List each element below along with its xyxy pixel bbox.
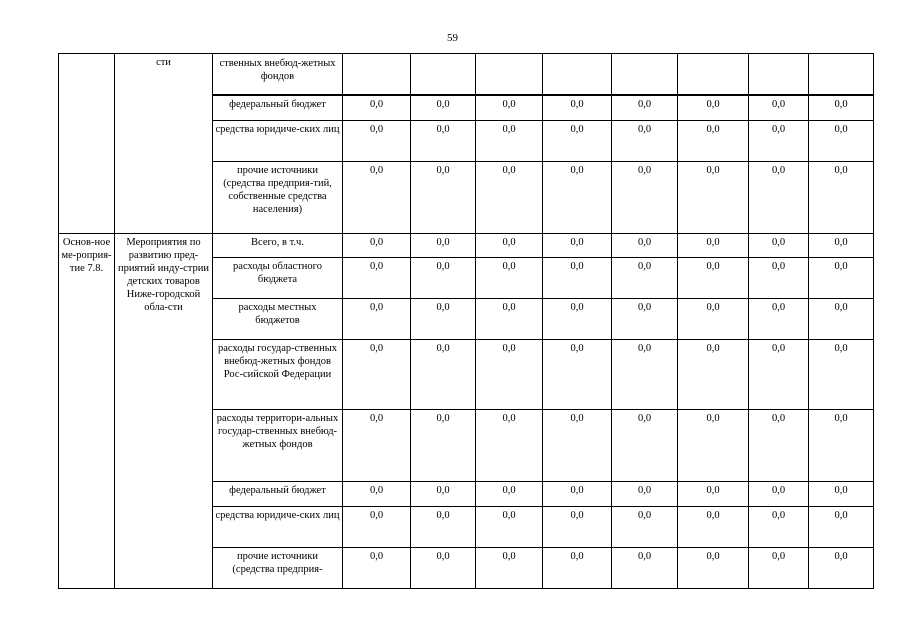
value-cell: 0,0 (809, 258, 874, 299)
value-cell: 0,0 (476, 258, 543, 299)
value-cell: 0,0 (809, 482, 874, 507)
value-cell: 0,0 (476, 548, 543, 589)
value-cell: 0,0 (543, 507, 612, 548)
value-cell: 0,0 (411, 410, 476, 482)
value-cell: 0,0 (612, 482, 678, 507)
value-cell (612, 54, 678, 95)
table-row (59, 54, 874, 95)
funding-table (58, 53, 874, 589)
value-cell: 0,0 (411, 299, 476, 340)
value-cell: 0,0 (678, 507, 749, 548)
value-cell: 0,0 (749, 410, 809, 482)
value-cell: 0,0 (809, 234, 874, 258)
value-cell: 0,0 (343, 548, 411, 589)
funding-source-cell: расходы областного бюджета (213, 258, 343, 299)
value-cell: 0,0 (343, 234, 411, 258)
funding-source-cell: ственных внебюд-жетных фондов (213, 54, 343, 95)
value-cell: 0,0 (749, 548, 809, 589)
value-cell: 0,0 (476, 95, 543, 121)
measure-code-cell (59, 54, 115, 234)
value-cell: 0,0 (612, 299, 678, 340)
funding-source-cell: расходы местных бюджетов (213, 299, 343, 340)
value-cell: 0,0 (476, 482, 543, 507)
value-cell: 0,0 (612, 95, 678, 121)
funding-table-body (59, 54, 874, 589)
funding-source-cell: средства юридиче-ских лиц (213, 121, 343, 162)
value-cell: 0,0 (678, 121, 749, 162)
value-cell: 0,0 (749, 162, 809, 234)
value-cell: 0,0 (749, 299, 809, 340)
value-cell: 0,0 (612, 258, 678, 299)
value-cell: 0,0 (749, 258, 809, 299)
value-cell: 0,0 (612, 548, 678, 589)
value-cell: 0,0 (678, 548, 749, 589)
value-cell: 0,0 (343, 340, 411, 410)
value-cell (543, 54, 612, 95)
value-cell: 0,0 (411, 121, 476, 162)
measure-code-cell: Основ-ное ме-роприя-тие 7.8. (59, 234, 115, 589)
value-cell: 0,0 (612, 121, 678, 162)
value-cell: 0,0 (543, 95, 612, 121)
value-cell: 0,0 (543, 234, 612, 258)
value-cell: 0,0 (343, 482, 411, 507)
value-cell: 0,0 (678, 162, 749, 234)
value-cell: 0,0 (411, 507, 476, 548)
value-cell: 0,0 (678, 410, 749, 482)
funding-source-cell: средства юридиче-ских лиц (213, 507, 343, 548)
value-cell: 0,0 (411, 548, 476, 589)
value-cell: 0,0 (543, 299, 612, 340)
value-cell: 0,0 (809, 410, 874, 482)
funding-source-cell: прочие источники (средства предприя- (213, 548, 343, 589)
value-cell: 0,0 (411, 482, 476, 507)
value-cell: 0,0 (612, 340, 678, 410)
page-number: 59 (447, 32, 458, 44)
measure-name-cell: Мероприятия по развитию пред-приятий инду-стрии детских товаров Ниже-городской обла-сти (115, 234, 213, 589)
value-cell (678, 54, 749, 95)
funding-source-cell: Всего, в т.ч. (213, 234, 343, 258)
value-cell: 0,0 (809, 162, 874, 234)
value-cell: 0,0 (343, 162, 411, 234)
value-cell: 0,0 (343, 299, 411, 340)
value-cell: 0,0 (678, 258, 749, 299)
value-cell: 0,0 (678, 340, 749, 410)
value-cell: 0,0 (749, 121, 809, 162)
value-cell: 0,0 (411, 340, 476, 410)
value-cell: 0,0 (543, 121, 612, 162)
value-cell: 0,0 (543, 482, 612, 507)
value-cell (476, 54, 543, 95)
value-cell: 0,0 (809, 340, 874, 410)
value-cell: 0,0 (476, 507, 543, 548)
value-cell: 0,0 (411, 234, 476, 258)
value-cell: 0,0 (678, 482, 749, 507)
value-cell: 0,0 (343, 410, 411, 482)
value-cell: 0,0 (343, 507, 411, 548)
value-cell: 0,0 (809, 548, 874, 589)
value-cell (809, 54, 874, 95)
value-cell: 0,0 (678, 299, 749, 340)
funding-source-cell: расходы территори-альных государ-ственных внебюд-жетных фондов (213, 410, 343, 482)
value-cell: 0,0 (476, 299, 543, 340)
value-cell: 0,0 (411, 162, 476, 234)
value-cell: 0,0 (749, 507, 809, 548)
value-cell: 0,0 (809, 121, 874, 162)
value-cell: 0,0 (543, 162, 612, 234)
value-cell: 0,0 (612, 162, 678, 234)
value-cell: 0,0 (749, 340, 809, 410)
funding-source-cell: федеральный бюджет (213, 95, 343, 121)
value-cell: 0,0 (809, 299, 874, 340)
value-cell: 0,0 (543, 340, 612, 410)
value-cell: 0,0 (543, 258, 612, 299)
value-cell: 0,0 (476, 234, 543, 258)
value-cell: 0,0 (809, 507, 874, 548)
value-cell: 0,0 (476, 162, 543, 234)
value-cell: 0,0 (749, 234, 809, 258)
value-cell: 0,0 (411, 95, 476, 121)
value-cell: 0,0 (749, 482, 809, 507)
value-cell: 0,0 (612, 507, 678, 548)
value-cell (411, 54, 476, 95)
value-cell: 0,0 (749, 95, 809, 121)
value-cell: 0,0 (809, 95, 874, 121)
value-cell: 0,0 (476, 121, 543, 162)
funding-source-cell: прочие источники (средства предприя-тий, собственные средства населения) (213, 162, 343, 234)
funding-source-cell: расходы государ-ственных внебюд-жетных фондов Рос-сийской Федерации (213, 340, 343, 410)
value-cell: 0,0 (543, 548, 612, 589)
value-cell: 0,0 (411, 258, 476, 299)
value-cell: 0,0 (343, 121, 411, 162)
value-cell: 0,0 (678, 234, 749, 258)
value-cell: 0,0 (612, 410, 678, 482)
value-cell: 0,0 (678, 95, 749, 121)
value-cell (343, 54, 411, 95)
value-cell: 0,0 (612, 234, 678, 258)
value-cell (749, 54, 809, 95)
value-cell: 0,0 (543, 410, 612, 482)
value-cell: 0,0 (343, 258, 411, 299)
measure-name-cell: сти (115, 54, 213, 234)
funding-source-cell: федеральный бюджет (213, 482, 343, 507)
value-cell: 0,0 (343, 95, 411, 121)
table-row (59, 234, 874, 258)
value-cell: 0,0 (476, 410, 543, 482)
value-cell: 0,0 (476, 340, 543, 410)
